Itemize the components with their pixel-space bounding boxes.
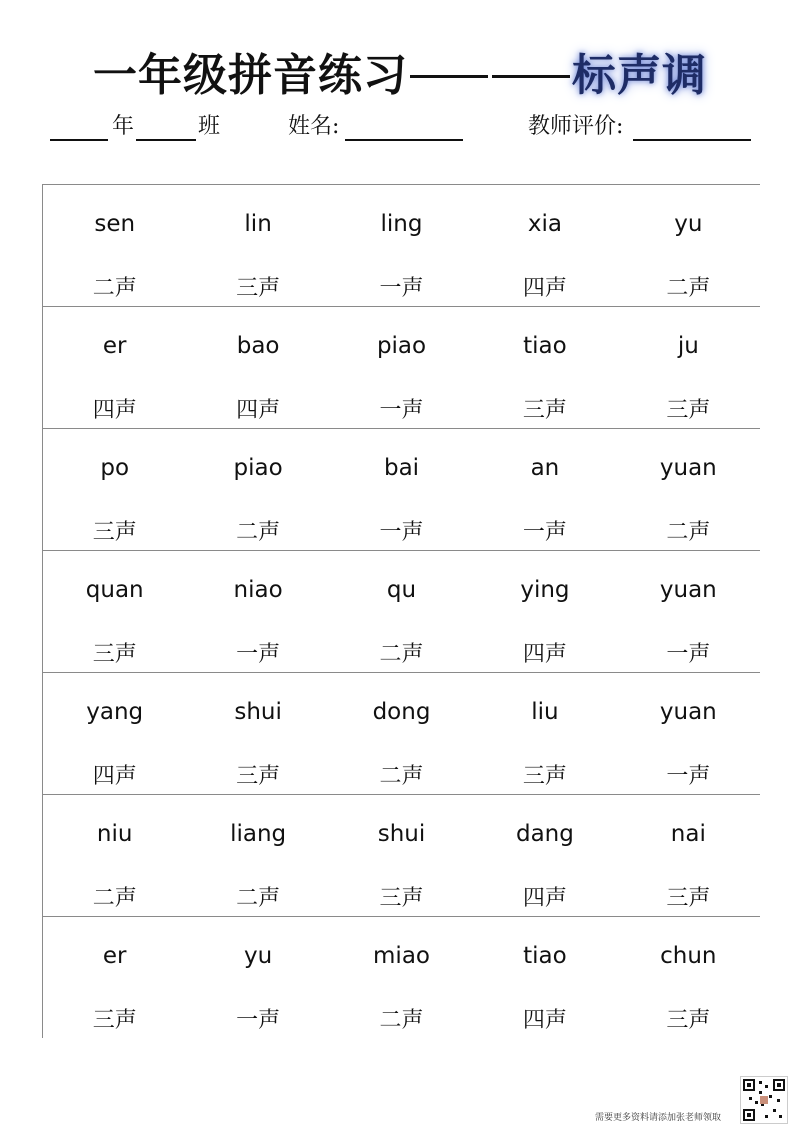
evaluation-label: 教师评价:: [528, 114, 624, 139]
pinyin-syllable[interactable]: liu: [531, 699, 559, 725]
pinyin-syllable[interactable]: er: [102, 943, 127, 969]
tone-label: 二声: [666, 276, 711, 301]
tone-label: 四声: [522, 886, 567, 911]
exercise-cell: [473, 429, 616, 550]
exercise-row: [43, 185, 760, 307]
tone-label: 一声: [666, 642, 711, 667]
exercise-cell: [330, 917, 473, 1041]
title-highlight: 标声调: [572, 50, 707, 101]
pinyin-syllable[interactable]: lin: [244, 211, 272, 237]
tone-label: 四声: [522, 1008, 567, 1033]
exercise-cell: [43, 673, 186, 794]
exercise-cell: [617, 429, 760, 550]
exercise-cell: [617, 185, 760, 306]
exercise-cell: [186, 429, 329, 550]
pinyin-syllable[interactable]: yuan: [659, 577, 717, 603]
exercise-cell: [473, 673, 616, 794]
exercise-cell: [330, 551, 473, 672]
pinyin-syllable[interactable]: an: [530, 455, 560, 481]
class-blank: [136, 139, 196, 141]
tone-label: 四声: [92, 398, 137, 423]
exercise-cell: [186, 795, 329, 916]
tone-label: 三声: [666, 886, 711, 911]
tone-label: 一声: [666, 764, 711, 789]
exercise-cell: [617, 673, 760, 794]
tone-label: 三声: [379, 886, 424, 911]
pinyin-syllable[interactable]: bai: [383, 455, 420, 481]
tone-label: 四声: [92, 764, 137, 789]
title-main: 一年级拼音练习: [93, 50, 408, 101]
pinyin-syllable[interactable]: yu: [674, 211, 703, 237]
exercise-cell: [617, 551, 760, 672]
class-label: 班: [198, 114, 221, 139]
pinyin-syllable[interactable]: piao: [233, 455, 283, 481]
exercise-cell: [186, 917, 329, 1041]
tone-label: 一声: [379, 398, 424, 423]
pinyin-syllable[interactable]: niao: [233, 577, 283, 603]
exercise-row: [43, 429, 760, 551]
pinyin-syllable[interactable]: liang: [230, 821, 287, 847]
tone-label: 二声: [236, 886, 281, 911]
pinyin-syllable[interactable]: tiao: [523, 943, 567, 969]
footer-note: 需要更多资料请添加张老师领取: [595, 1113, 722, 1123]
pinyin-syllable[interactable]: nai: [670, 821, 706, 847]
exercise-cell: [473, 917, 616, 1041]
grade-label: 年: [112, 114, 135, 139]
tone-label: 一声: [236, 642, 281, 667]
tone-label: 三声: [522, 764, 567, 789]
evaluation-blank: [633, 139, 751, 141]
pinyin-syllable[interactable]: shui: [234, 699, 282, 725]
pinyin-syllable[interactable]: dong: [372, 699, 431, 725]
pinyin-syllable[interactable]: piao: [376, 333, 427, 359]
exercise-row: [43, 307, 760, 429]
pinyin-syllable[interactable]: sen: [94, 211, 136, 237]
pinyin-syllable[interactable]: ling: [380, 211, 423, 237]
pinyin-syllable[interactable]: yuan: [659, 455, 717, 481]
tone-label: 四声: [522, 642, 567, 667]
pinyin-syllable[interactable]: yu: [244, 943, 273, 969]
pinyin-syllable[interactable]: yuan: [659, 699, 717, 725]
exercise-row: [43, 551, 760, 673]
name-label: 姓名:: [288, 114, 340, 139]
tone-label: 三声: [236, 764, 281, 789]
pinyin-syllable[interactable]: ying: [520, 577, 570, 603]
pinyin-syllable[interactable]: xia: [527, 211, 562, 237]
exercise-cell: [617, 795, 760, 916]
tone-label: 三声: [666, 398, 711, 423]
exercise-cell: [186, 185, 329, 306]
tone-label: 四声: [236, 398, 281, 423]
exercise-row: [43, 795, 760, 917]
tone-label: 二声: [92, 276, 137, 301]
tone-label: 三声: [522, 398, 567, 423]
pinyin-syllable[interactable]: miao: [373, 943, 430, 969]
exercise-cell: [186, 551, 329, 672]
exercise-cell: [43, 795, 186, 916]
tone-label: 二声: [92, 886, 137, 911]
tone-label: 二声: [666, 520, 711, 545]
tone-label: 三声: [92, 642, 137, 667]
pinyin-syllable[interactable]: shui: [377, 821, 426, 847]
exercise-cell: [43, 185, 186, 306]
exercise-cell: [473, 185, 616, 306]
tone-label: 三声: [92, 1008, 137, 1033]
pinyin-syllable[interactable]: po: [100, 455, 130, 481]
exercise-cell: [330, 795, 473, 916]
exercise-cell: [186, 673, 329, 794]
tone-label: 二声: [379, 764, 424, 789]
exercise-cell: [43, 551, 186, 672]
grade-blank: [50, 139, 108, 141]
pinyin-syllable[interactable]: quan: [85, 577, 144, 603]
title-dash: [492, 75, 570, 78]
exercise-grid: [42, 184, 760, 1038]
tone-label: 一声: [379, 520, 424, 545]
exercise-cell: [43, 917, 186, 1041]
pinyin-syllable[interactable]: yang: [86, 699, 144, 725]
pinyin-syllable[interactable]: bao: [236, 333, 280, 359]
exercise-cell: [617, 917, 760, 1041]
student-info-line: [50, 112, 760, 144]
pinyin-syllable[interactable]: niu: [96, 821, 133, 847]
exercise-cell: [330, 673, 473, 794]
tone-label: 三声: [666, 1008, 711, 1033]
exercise-cell: [330, 429, 473, 550]
exercise-cell: [617, 307, 760, 428]
exercise-cell: [473, 307, 616, 428]
worksheet-title: [0, 48, 800, 104]
pinyin-syllable[interactable]: qu: [386, 577, 417, 603]
exercise-cell: [473, 551, 616, 672]
tone-label: 二声: [379, 1008, 424, 1033]
exercise-row: [43, 917, 760, 1041]
pinyin-syllable[interactable]: dang: [515, 821, 574, 847]
pinyin-syllable[interactable]: chun: [660, 943, 717, 969]
tone-label: 一声: [236, 1008, 281, 1033]
tone-label: 三声: [92, 520, 137, 545]
tone-label: 一声: [379, 276, 424, 301]
exercise-cell: [330, 185, 473, 306]
exercise-cell: [43, 429, 186, 550]
exercise-cell: [330, 307, 473, 428]
tone-label: 一声: [522, 520, 567, 545]
tone-label: 二声: [379, 642, 424, 667]
title-dash: [410, 75, 488, 78]
pinyin-syllable[interactable]: ju: [677, 333, 699, 359]
name-blank: [345, 139, 463, 141]
pinyin-syllable[interactable]: tiao: [523, 333, 567, 359]
tone-label: 二声: [236, 520, 281, 545]
pinyin-syllable[interactable]: er: [102, 333, 127, 359]
exercise-cell: [473, 795, 616, 916]
exercise-row: [43, 673, 760, 795]
exercise-cell: [43, 307, 186, 428]
tone-label: 三声: [236, 276, 281, 301]
tone-label: 四声: [522, 276, 567, 301]
exercise-cell: [186, 307, 329, 428]
